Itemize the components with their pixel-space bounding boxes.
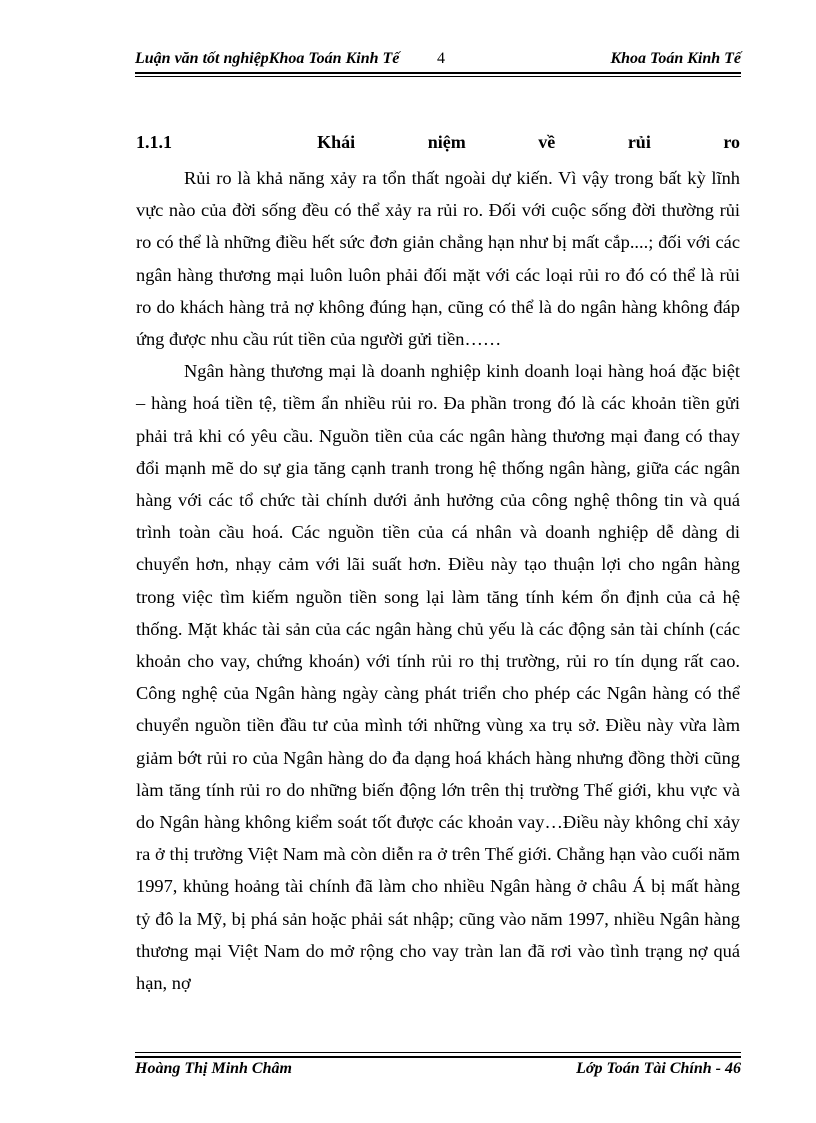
page-number: 4 <box>437 50 445 67</box>
paragraph: Rủi ro là khả năng xảy ra tổn thất ngoài dự kiến. Vì vậy trong bất kỳ lĩnh vực nào của đời sống đều có thể xảy ra rủi ro. Đối với cuộc sống đời thường rủi ro có thể là những điều hết sức đơn giản chẳng hạn như bị mất cắp....; đối với các ngân hàng thương mại luôn luôn phải đối mặt với các loại rủi ro đó có thể là rủi ro do khách hàng trả nợ không đúng hạn, cũng có thể là do ngân hàng không đáp ứng được nhu cầu rút tiền của người gửi tiền…… <box>136 168 740 350</box>
header-title-left: Luận văn tốt nghiệpKhoa Toán Kinh Tế <box>135 50 400 67</box>
footer-class: Lớp Toán Tài Chính - 46 <box>576 1060 741 1077</box>
heading-word: về <box>538 132 556 152</box>
footer-rule-thin <box>135 1052 741 1053</box>
header-rule-thin <box>135 76 741 77</box>
header-title-right: Khoa Toán Kinh Tế <box>610 50 741 67</box>
heading-word: ro <box>723 132 741 152</box>
page-footer <box>135 1058 741 1082</box>
page-header <box>135 46 741 70</box>
footer-author: Hoàng Thị Minh Châm <box>135 1060 292 1077</box>
body-text <box>136 162 740 999</box>
section-number: 1.1.1 <box>136 132 172 152</box>
section-heading <box>136 132 740 153</box>
heading-word: Khái <box>317 132 356 152</box>
heading-word: niệm <box>427 132 466 152</box>
heading-word: rủi <box>627 132 651 152</box>
paragraph: Ngân hàng thương mại là doanh nghiệp kinh doanh loại hàng hoá đặc biệt – hàng hoá tiền tệ, tiềm ẩn nhiều rủi ro. Đa phần trong đó là các khoản tiền gửi phải trả khi có yêu cầu. Nguồn tiền của các ngân hàng thương mại đang có thay đổi mạnh mẽ do sự gia tăng cạnh tranh trong hệ thống ngân hàng, giữa các ngân hàng với các tổ chức tài chính dưới ảnh hưởng của công nghệ thông tin và quá trình toàn cầu hoá. Các nguồn tiền của cá nhân và doanh nghiệp dễ dàng di chuyển hơn, nhạy cảm với lãi suất hơn. Điều này tạo thuận lợi cho ngân hàng trong việc tìm kiếm nguồn tiền song lại làm tăng tính kém ổn định của cả hệ thống. Mặt khác tài sản của các ngân hàng chủ yếu là các động sản tài chính (các khoản cho vay, chứng khoán) với tính rủi ro thị trường, rủi ro tín dụng rất cao. Công nghệ của Ngân hàng ngày càng phát triển cho phép các Ngân hàng có thể chuyển nguồn tiền đầu tư của mình tới những vùng xa trụ sở. Điều này vừa làm giảm bớt rủi ro của Ngân hàng do đa dạng hoá khách hàng nhưng đồng thời cũng làm tăng tính rủi ro do những biến động lớn trên thị trường Thế giới, khu vực và do Ngân hàng không kiểm soát tốt được các khoản vay…Điều này không chỉ xảy ra ở thị trường Việt Nam mà còn diễn ra ở trên Thế giới. Chẳng hạn vào cuối năm 1997, khủng hoảng tài chính đã làm cho nhiều Ngân hàng ở châu Á bị mất hàng tỷ đô la Mỹ, bị phá sản hoặc phải sát nhập; cũng vào năm 1997, nhiều Ngân hàng thương mại Việt Nam do mở rộng cho vay tràn lan đã rơi vào tình trạng nợ quá hạn, nợ <box>136 361 740 994</box>
header-rule-thick <box>135 72 741 74</box>
